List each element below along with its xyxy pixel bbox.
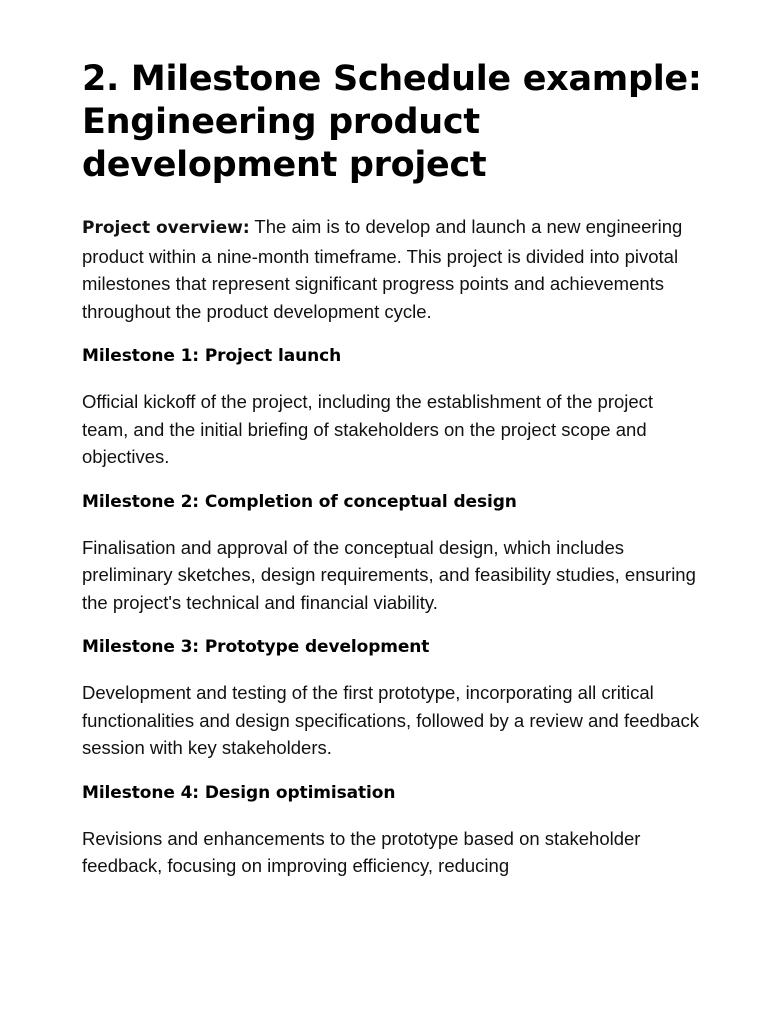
overview-label: Project overview: xyxy=(82,218,250,238)
page-title: 2. Milestone Schedule example: Engineering product development project xyxy=(82,59,702,185)
project-overview xyxy=(82,213,702,325)
milestone-1 xyxy=(82,343,702,471)
milestone-heading: Milestone 4: Design optimisation xyxy=(82,782,396,803)
milestone-description: Development and testing of the first prototype, incorporating all critical functionalities and design specifications, followed by a review and feedback session with key stakeholders. xyxy=(82,682,700,758)
milestone-heading: Milestone 1: Project launch xyxy=(82,346,342,366)
milestone-heading: Milestone 2: Completion of conceptual design xyxy=(82,491,517,512)
milestone-description: Finalisation and approval of the conceptual design, which includes preliminary sketches, design requirements, and feasibility studies, ensuring the project's technical and financial viability. xyxy=(82,536,696,613)
overview-text: The aim is to develop and launch a new engineering product within a nine-month timeframe. This project is divided into pivotal milestones that represent significant progress points and achievements throughout the product development cycle. xyxy=(82,216,683,322)
milestone-description: Revisions and enhancements to the prototype based on stakeholder feedback, focusing on improving efficiency, reducing xyxy=(82,827,641,876)
milestone-3 xyxy=(82,634,702,762)
milestone-description: Official kickoff of the project, including the establishment of the project team, and the initial briefing of stakeholders on the project scope and objectives. xyxy=(82,391,654,467)
milestone-heading: Milestone 3: Prototype development xyxy=(82,637,430,657)
milestone-2 xyxy=(82,489,702,617)
milestone-4 xyxy=(82,780,702,880)
document-page xyxy=(82,58,702,898)
